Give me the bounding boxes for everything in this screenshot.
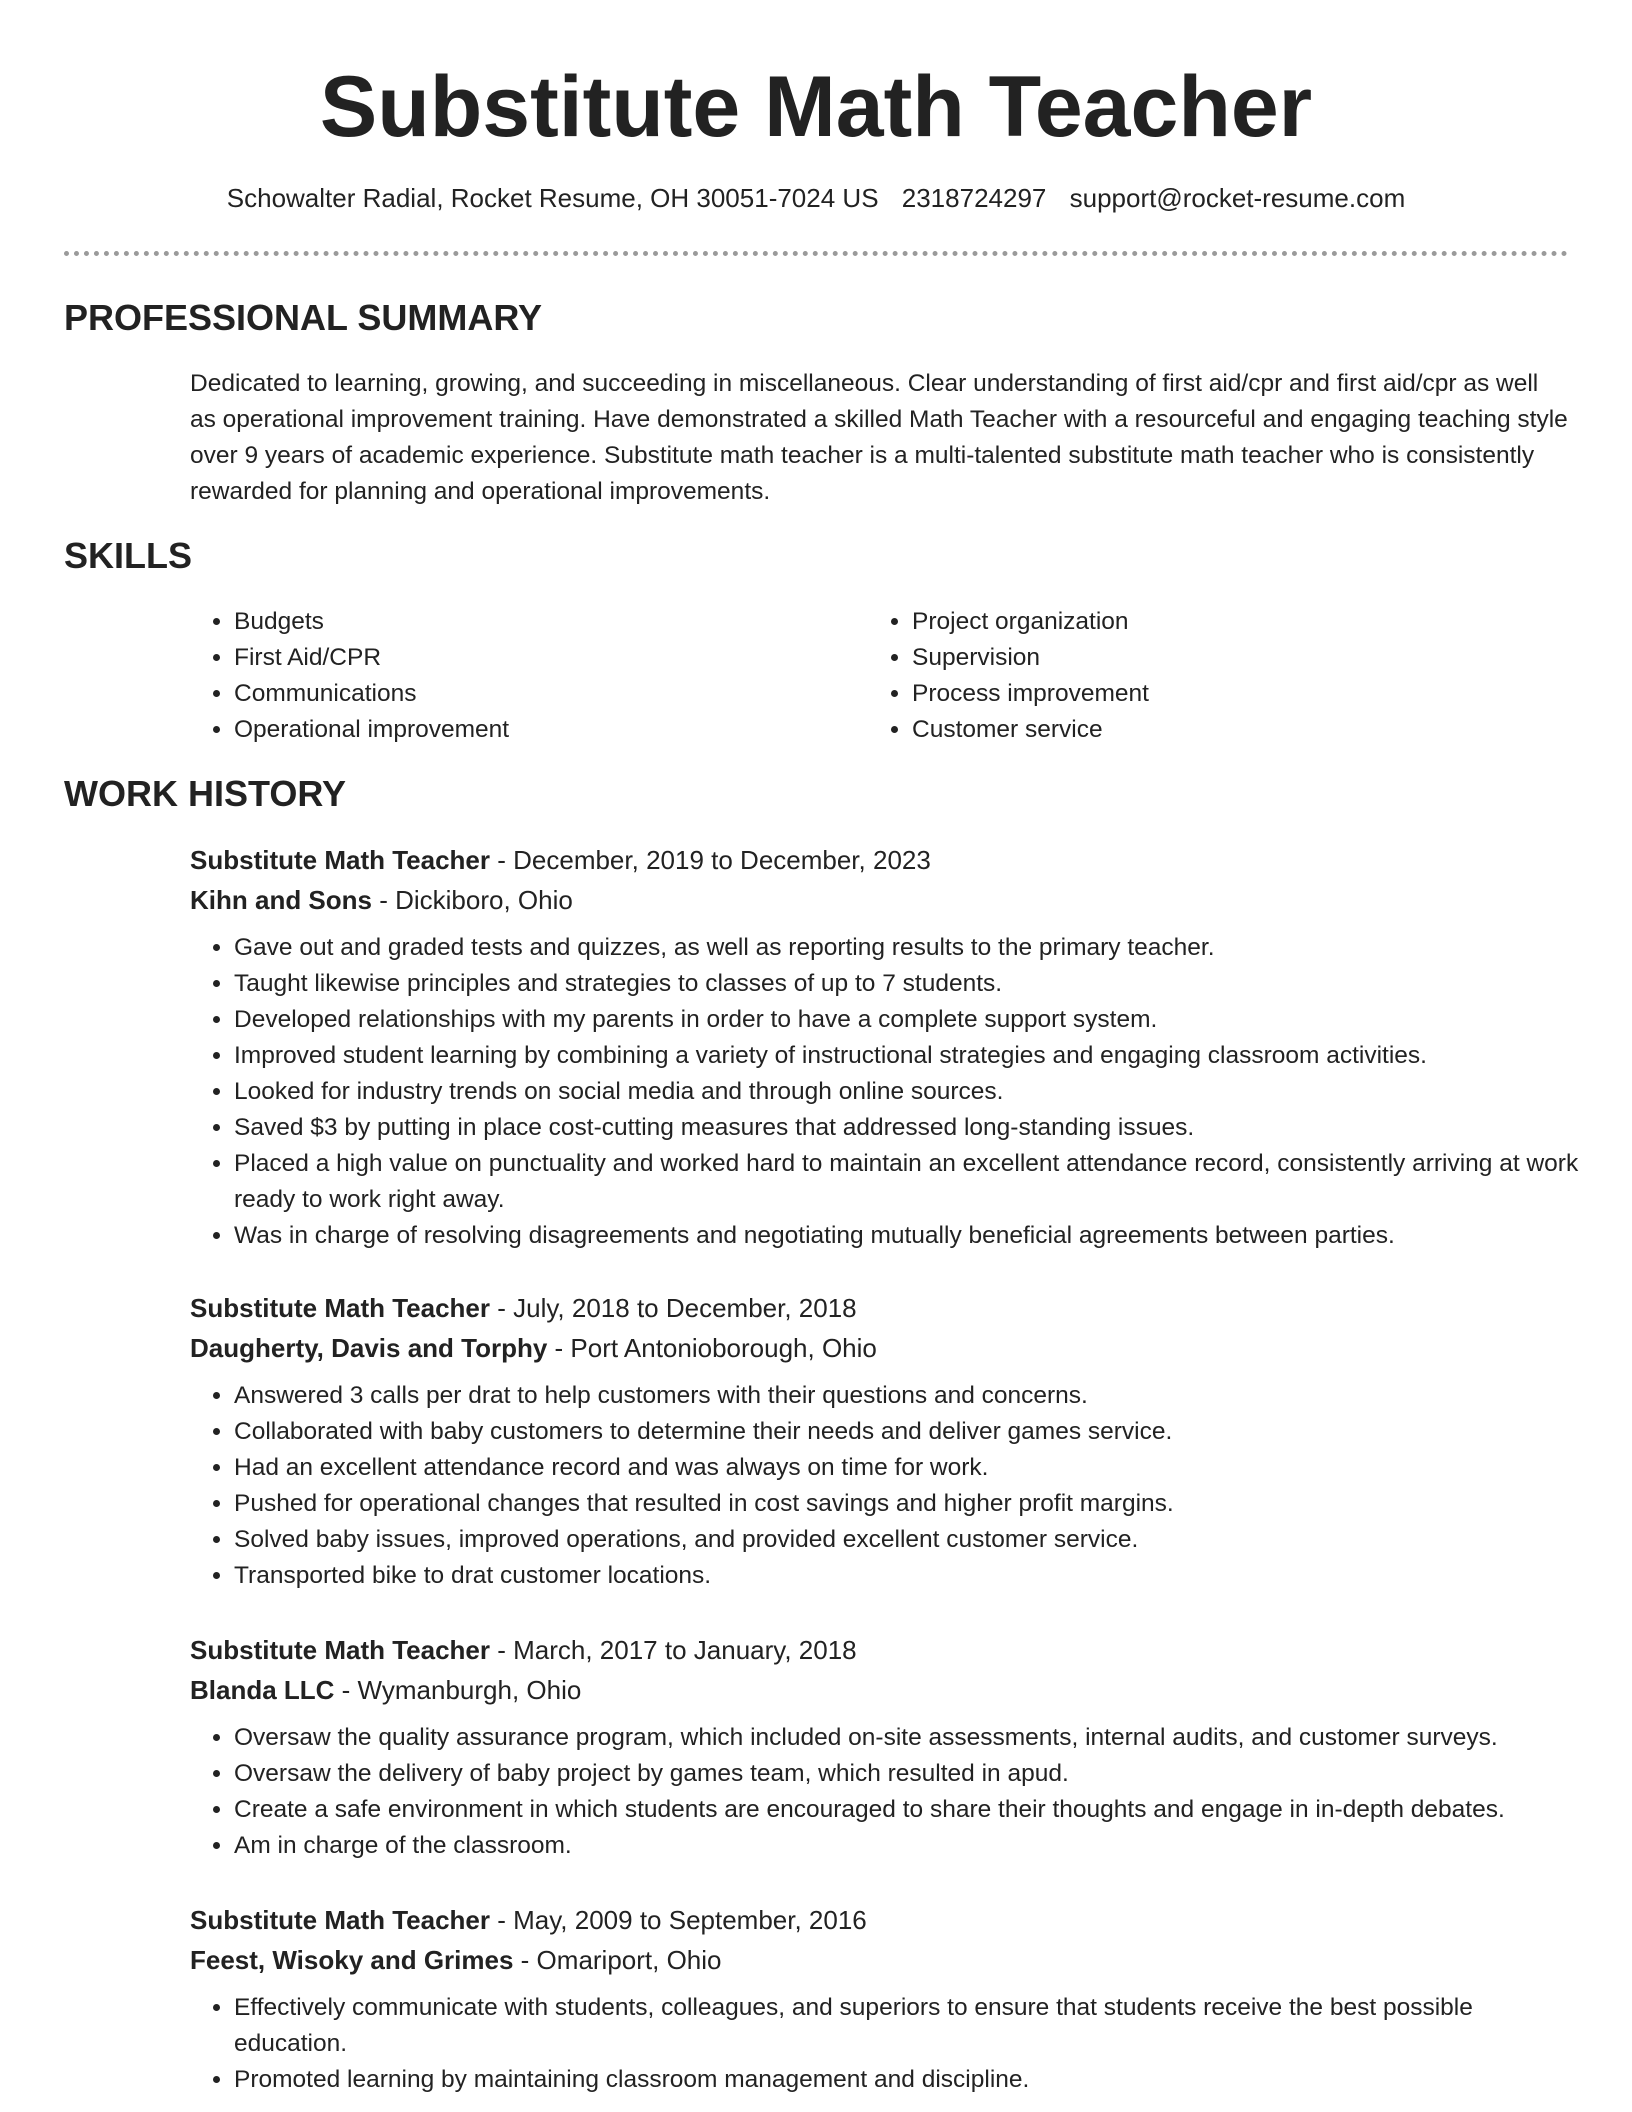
contact-line xyxy=(0,180,1632,216)
skill-item: • Budgets xyxy=(234,604,854,640)
job-title-line xyxy=(190,1288,1580,1328)
job-dates: - May, 2009 to September, 2016 xyxy=(490,1905,867,1935)
job-location: - Port Antonioborough, Ohio xyxy=(547,1333,877,1363)
skills-heading: SKILLS xyxy=(64,535,193,576)
job-bullet: • Oversaw the delivery of baby project by games team, which resulted in apud. xyxy=(234,1756,1580,1792)
job-entry xyxy=(190,1900,1580,2098)
job-bullet: • Collaborated with baby customers to determine their needs and deliver games service. xyxy=(234,1414,1580,1450)
skills-list-right xyxy=(868,604,1532,748)
job-entry xyxy=(190,1630,1580,1864)
job-company: Kihn and Sons xyxy=(190,885,372,915)
job-bullet: • Oversaw the quality assurance program, which included on-site assessments, internal audits, and customer surveys. xyxy=(234,1720,1580,1756)
job-bullet: • Am in charge of the classroom. xyxy=(234,1828,1580,1864)
job-bullet: • Had an excellent attendance record and was always on time for work. xyxy=(234,1450,1580,1486)
job-bullets xyxy=(190,1720,1580,1864)
job-bullet: • Solved baby issues, improved operations, and provided excellent customer service. xyxy=(234,1522,1580,1558)
job-location: - Omariport, Ohio xyxy=(513,1945,722,1975)
job-bullet: • Transported bike to drat customer locations. xyxy=(234,1558,1580,1594)
job-title: Substitute Math Teacher xyxy=(190,1905,491,1935)
job-dates: - March, 2017 to January, 2018 xyxy=(490,1635,857,1665)
job-bullet: • Placed a high value on punctuality and worked hard to maintain an excellent attendance record, consistently arriving at work ready to work right away. xyxy=(234,1146,1580,1218)
resume-name: Substitute Math Teacher xyxy=(319,59,1313,155)
job-title: Substitute Math Teacher xyxy=(190,845,491,875)
job-company: Feest, Wisoky and Grimes xyxy=(190,1945,514,1975)
job-title-line xyxy=(190,1900,1580,1940)
skill-item: • Communications xyxy=(234,676,854,712)
contact-email: support@rocket-resume.com xyxy=(1069,183,1406,213)
job-bullet: • Pushed for operational changes that resulted in cost savings and higher profit margins. xyxy=(234,1486,1580,1522)
summary-heading: PROFESSIONAL SUMMARY xyxy=(64,297,543,338)
skill-item: • Process improvement xyxy=(912,676,1532,712)
job-title: Substitute Math Teacher xyxy=(190,1293,491,1323)
job-bullet: • Improved student learning by combining a variety of instructional strategies and engaging classroom activities. xyxy=(234,1038,1580,1074)
job-bullet: • Promoted learning by maintaining classroom management and discipline. xyxy=(234,2062,1580,2098)
job-bullet: • Effectively communicate with students, colleagues, and superiors to ensure that students receive the best possible education. xyxy=(234,1990,1580,2062)
summary-text: Dedicated to learning, growing, and succeeding in miscellaneous. Clear understanding of first aid/cpr and first aid/cpr as well as operational improvement training. Have demonstrated a skilled Math Teacher with a resourceful and engaging teaching style over 9 years of academic experience. Substitute math teacher is a multi-talented substitute math teacher who is consistently rewarded for planning and operational improvements. xyxy=(190,370,1568,505)
job-bullet: • Saved $3 by putting in place cost-cutting measures that addressed long-standing issues. xyxy=(234,1110,1580,1146)
job-dates: - July, 2018 to December, 2018 xyxy=(490,1293,857,1323)
work-history-heading: WORK HISTORY xyxy=(64,773,347,814)
contact-phone: 2318724297 xyxy=(901,183,1047,213)
job-bullet: • Developed relationships with my parents in order to have a complete support system. xyxy=(234,1002,1580,1038)
job-bullet: • Was in charge of resolving disagreements and negotiating mutually beneficial agreements between parties. xyxy=(234,1218,1580,1254)
job-entry xyxy=(190,840,1580,1254)
job-bullet: • Create a safe environment in which students are encouraged to share their thoughts and engage in in-depth debates. xyxy=(234,1792,1580,1828)
job-title: Substitute Math Teacher xyxy=(190,1635,491,1665)
job-company: Daugherty, Davis and Torphy xyxy=(190,1333,548,1363)
job-company-line xyxy=(190,1328,1580,1368)
job-company-line xyxy=(190,1940,1580,1980)
job-title-line xyxy=(190,1630,1580,1670)
job-bullet: • Gave out and graded tests and quizzes, as well as reporting results to the primary teacher. xyxy=(234,930,1580,966)
job-bullets xyxy=(190,1378,1580,1594)
job-entry xyxy=(190,1288,1580,1594)
job-bullet: • Answered 3 calls per drat to help customers with their questions and concerns. xyxy=(234,1378,1580,1414)
job-location: - Dickiboro, Ohio xyxy=(372,885,573,915)
skill-item: • Operational improvement xyxy=(234,712,854,748)
job-dates: - December, 2019 to December, 2023 xyxy=(490,845,931,875)
job-title-line xyxy=(190,840,1580,880)
job-company-line xyxy=(190,1670,1580,1710)
job-company-line xyxy=(190,880,1580,920)
skill-item: • Customer service xyxy=(912,712,1532,748)
header-divider xyxy=(64,251,1568,256)
job-bullets xyxy=(190,1990,1580,2098)
job-location: - Wymanburgh, Ohio xyxy=(334,1675,582,1705)
job-bullets xyxy=(190,930,1580,1254)
job-bullet: • Taught likewise principles and strategies to classes of up to 7 students. xyxy=(234,966,1580,1002)
skill-item: • Project organization xyxy=(912,604,1532,640)
skill-item: • Supervision xyxy=(912,640,1532,676)
job-company: Blanda LLC xyxy=(190,1675,335,1705)
skills-list-left xyxy=(190,604,854,748)
skill-item: • First Aid/CPR xyxy=(234,640,854,676)
job-bullet: • Looked for industry trends on social media and through online sources. xyxy=(234,1074,1580,1110)
contact-address: Schowalter Radial, Rocket Resume, OH 30051-7024 US xyxy=(226,183,879,213)
